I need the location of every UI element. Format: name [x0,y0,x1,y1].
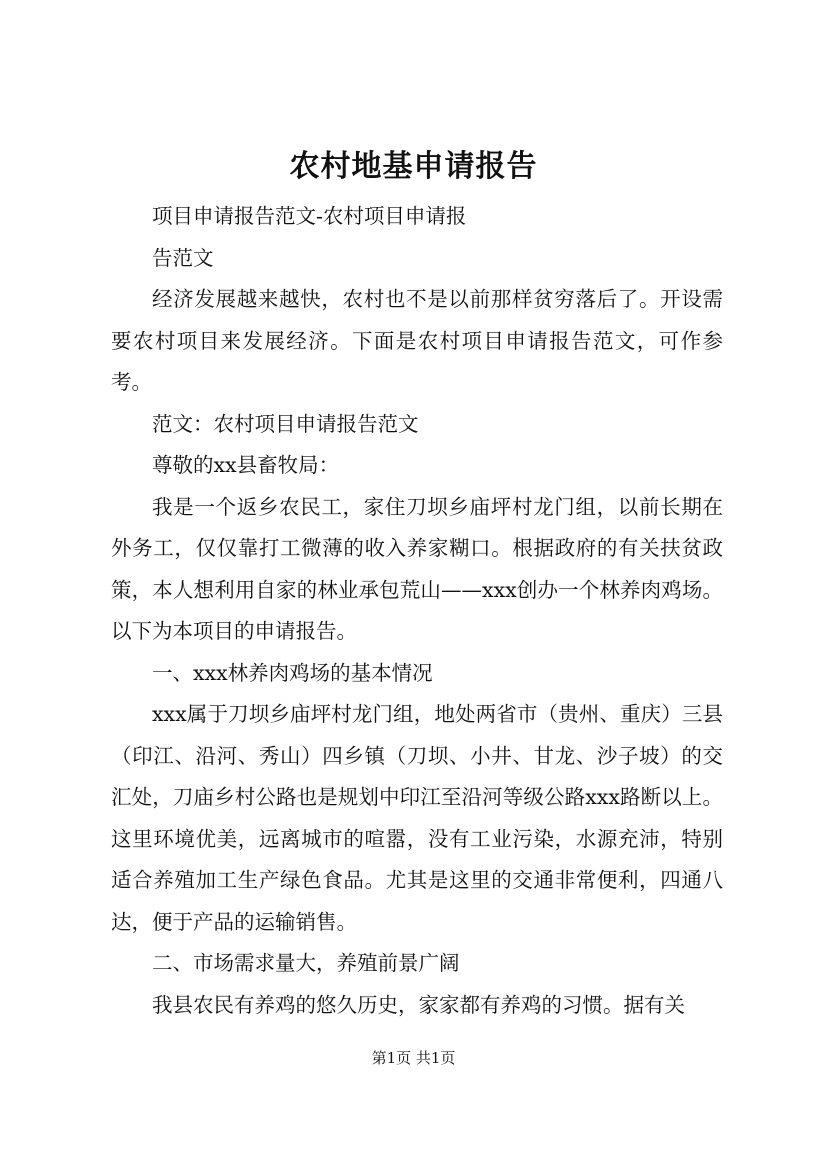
paragraph: 告范文 [152,245,214,270]
document-title: 农村地基申请报告 [289,149,538,184]
paragraph: 范文：农村项目申请报告范文 [152,411,419,436]
paragraph: 尊敬的xx县畜牧局： [152,453,340,477]
paragraph: 我是一个返乡农民工，家住刀坝乡庙坪村龙门组，以前长期在外务工，仅仅靠打工微薄的收入养家糊口。根据政府的有关扶贫政策，本人想利用自家的林业承包荒山——xxx创办一个林养肉鸡场。以下为本项目的申请报告。 [111,494,723,643]
paragraph: 二、市场需求量大，养殖前景广阔 [152,951,460,975]
paragraph: 经济发展越来越快，农村也不是以前那样贫穷落后了。开设需要农村项目来发展经济。下面是农村项目申请报告范文，可作参考。 [111,287,723,394]
paragraph: 项目申请报告范文-农村项目申请报 [152,204,467,228]
page-footer: 第1页 共1页 [371,1049,456,1067]
paragraph: xxx属于刀坝乡庙坪村龙门组，地处两省市（贵州、重庆）三县（印江、沿河、秀山）四乡镇（刀坝、小井、甘龙、沙子坡）的交汇处，刀庙乡村公路也是规划中印江至沿河等级公路xxx路断以上。这里环境优美，远离城市的喧嚣，没有工业污染，水源充沛，特别适合养殖加工生产绿色食品。尤其是这里的交通非常便利，四通八达，便于产品的运输销售。 [111,702,723,934]
paragraph: 一、xxx林养肉鸡场的基本情况 [152,660,433,685]
paragraph: 我县农民有养鸡的悠久历史，家家都有养鸡的习惯。据有关 [152,992,685,1017]
document-body [111,196,723,1026]
